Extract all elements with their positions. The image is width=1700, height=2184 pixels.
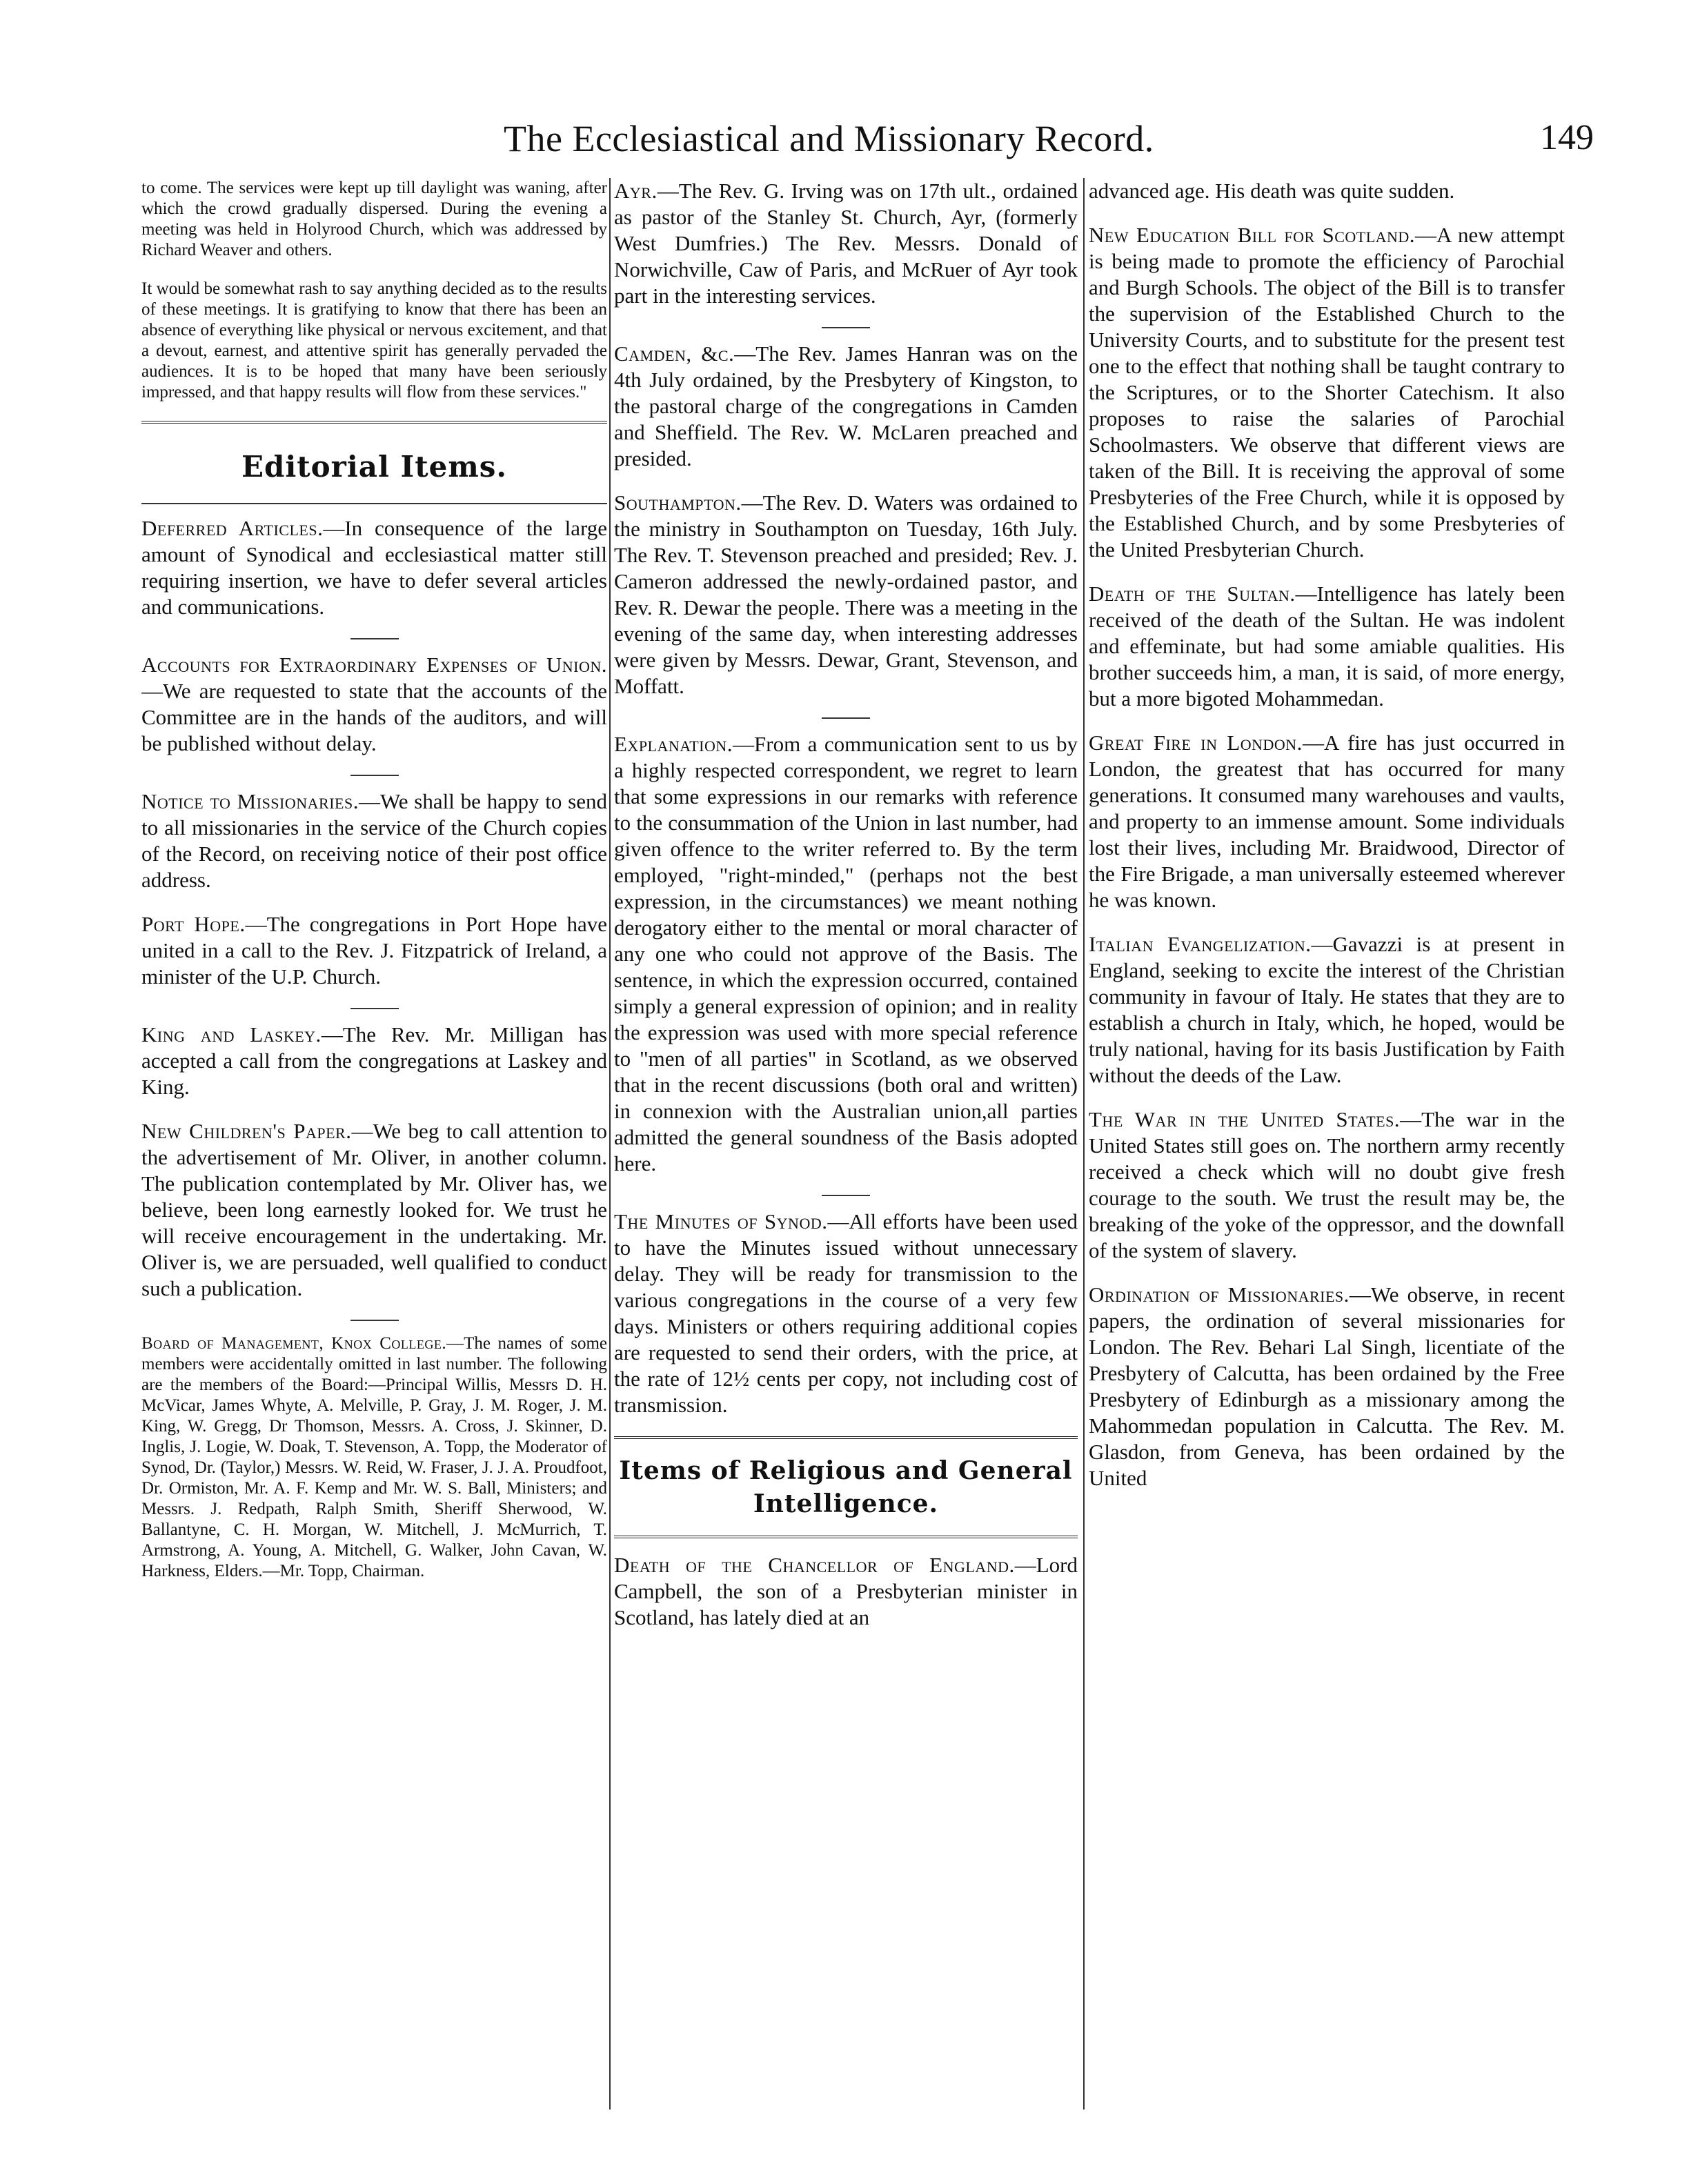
news-item	[614, 178, 1078, 309]
page-number: 149	[1540, 118, 1594, 157]
section-divider	[614, 1436, 1078, 1439]
continued-paragraph: advanced age. His death was quite sudden.	[1089, 179, 1455, 203]
news-item	[141, 515, 607, 620]
item-lead: Notice to Missionaries.	[141, 789, 359, 813]
item-text: —We observe, in recent papers, the ordination of several missionaries for London. The Rev. Behari Lal Singh, licentiate of the Presbytery of Calcutta, has been ordained by the Free Presbytery of Edinburgh as a missionary among the Mahommedan population in Calcutta. The Rev. M. Glasdon, from Geneva, has been ordained by the United	[1089, 1282, 1565, 1490]
item-text: —We shall be happy to send to all missionaries in the service of the Church copies of the Record, on receiving notice of their post office address.	[141, 789, 607, 892]
item-lead: Ordination of Missionaries.	[1089, 1282, 1350, 1307]
item-lead: Deferred Articles.	[141, 516, 324, 540]
item-separator	[350, 1008, 399, 1009]
item-separator	[822, 1195, 870, 1196]
continued-paragraph: It would be somewhat rash to say anything decided as to the results of these meetings. It is gratifying to know that there has been an absence of everything like physical or nervous excitement, and that a devout, earnest, and attentive spirit has generally pervaded the audiences. It is to be hoped that many have been seriously impressed, and that happy results will flow from these services."	[141, 279, 607, 401]
item-separator	[822, 717, 870, 719]
item-text: —From a communication sent to us by a highly respected correspondent, we regret to learn that some expressions in our remarks with reference to the consummation of the Union in last number, had given offence to the writer referred to. By the term employed, "right-minded," (perhaps not the best expression, in the circumstances) we meant nothing derogatory either to the mental or moral character of any one who could not approve of the Basis. The sentence, in which the expression occurred, contained simply a general expression of opinion; and in reality the expression was used with more special reference to "men of all parties" in Scotland, as we observed that in the recent discussions (both oral and written) in connexion with the Australian union,all parties admitted the general soundness of the Basis adopted here.	[614, 732, 1078, 1175]
column-2	[614, 178, 1078, 2109]
news-item	[141, 1118, 607, 1302]
item-lead: Ayr.	[614, 179, 658, 203]
news-item	[141, 1022, 607, 1100]
item-lead: King and Laskey.	[141, 1022, 322, 1046]
news-item	[141, 652, 607, 757]
item-lead: The War in the United States.	[1089, 1107, 1401, 1131]
item-text: —All efforts have been used to have the Minutes issued without unnecessary delay. They will be ready for transmission to the various congregations in the course of a very few days. Ministers or others requiring additional copies are requested to send their orders, with the price, at the rate of 12½ cents per copy, not including cost of transmission.	[614, 1209, 1078, 1417]
item-text: —In consequence of the large amount of Synodical and ecclesiastical matter still requiring insertion, we have to defer several articles and communications.	[141, 516, 607, 619]
item-text: —The congregations in Port Hope have united in a call to the Rev. J. Fitzpatrick of Ireland, a minister of the U.P. Church.	[141, 912, 607, 989]
item-text: —The war in the United States still goes on. The northern army recently received a check which will no doubt give fresh courage to the south. We trust the result may be, the breaking of the yoke of the oppressor, and the downfall of the system of slavery.	[1089, 1107, 1565, 1262]
news-item	[614, 341, 1078, 472]
column-1	[141, 178, 607, 2109]
item-text: —Intelligence has lately been received of the death of the Sultan. He was indolent and effeminate, but had some amiable qualities. His brother succeeds him, a man, it is said, of more energy, but a more bigoted Mohammedan.	[1089, 582, 1565, 711]
item-lead: Camden, &c.	[614, 341, 735, 366]
item-lead: Great Fire in London.	[1089, 731, 1303, 755]
section-divider	[141, 503, 607, 504]
section-heading: Items of Religious and General Intelligence.	[619, 1456, 1073, 1518]
item-text: —We are requested to state that the accounts of the Committee are in the hands of the auditors, and will be published without delay.	[141, 679, 607, 755]
item-text: —Gavazzi is at present in England, seeking to excite the interest of the Christian community in favour of Italy. He states that they are to establish a church in Italy, which, he hoped, would be truly national, having for its basis Justification by Faith without the deeds of the Law.	[1089, 932, 1565, 1087]
item-separator	[350, 1320, 399, 1321]
page-title: The Ecclesiastical and Missionary Record.	[504, 118, 1154, 159]
news-item	[614, 490, 1078, 699]
item-text: —Lord Campbell, the son of a Presbyterian minister in Scotland, has lately died at an	[614, 1553, 1078, 1629]
item-lead: New Education Bill for Scotland.	[1089, 223, 1416, 247]
news-item	[614, 1209, 1078, 1418]
column-rule	[1083, 178, 1085, 2109]
news-item	[1089, 1106, 1565, 1264]
column-3	[1089, 178, 1565, 2109]
news-item	[614, 731, 1078, 1177]
item-lead: Port Hope.	[141, 912, 246, 936]
section-divider	[614, 1536, 1078, 1538]
news-item	[1089, 931, 1565, 1089]
news-item	[1089, 730, 1565, 913]
item-lead: The Minutes of Synod.	[614, 1209, 828, 1233]
item-text: —A fire has just occurred in London, the greatest that has occurred for many generations. It consumed many warehouses and vaults, and property to an immense amount. Some individuals lost their lives, including Mr. Braidwood, Director of the Fire Brigade, a man universally esteemed wherever he was known.	[1089, 731, 1565, 912]
item-text: —A new attempt is being made to promote the efficiency of Parochial and Burgh Schools. The object of the Bill is to transfer the supervision of the Established Church to the University Courts, and to substitute for the present test one to the effect that nothing shall be taught contrary to the Scriptures, or to the Shorter Catechism. It also proposes to raise the salaries of Parochial Schoolmasters. We observe that different views are taken of the Bill. It is receiving the approval of some Presbyteries of the Free Church, while it is opposed by the Established Church, and by some Presbyteries of the United Presbyterian Church.	[1089, 223, 1565, 562]
item-lead: Italian Evangelization.	[1089, 932, 1312, 956]
item-lead: Accounts for Extraordinary Expenses of Union.	[141, 653, 607, 677]
item-lead: Southampton.	[614, 490, 742, 515]
item-text: —The Rev. James Hanran was on the 4th July ordained, by the Presbytery of Kingston, to the pastoral charge of the congregations in Camden and Sheffield. The Rev. W. McLaren preached and presided.	[614, 341, 1078, 470]
item-lead: Board of Management, Knox College.	[141, 1334, 447, 1353]
item-lead: Death of the Sultan.	[1089, 582, 1296, 606]
item-separator	[350, 638, 399, 639]
news-item	[141, 788, 607, 893]
item-text: —The Rev. D. Waters was ordained to the ministry in Southampton on Tuesday, 16th July. The Rev. T. Stevenson preached and presided; Rev. J. Cameron addressed the newly-ordained pastor, and Rev. R. Dewar the people. There was a meeting in the evening of the same day, when interesting addresses were given by Messrs. Dewar, Grant, Stevenson, and Moffatt.	[614, 490, 1078, 698]
news-item	[1089, 222, 1565, 563]
item-text: —The names of some members were accidentally omitted in last number. The following are the members of the Board:—Principal Willis, Messrs D. H. McVicar, James Whyte, A. Melville, P. Gray, J. M. Roger, J. M. King, W. Gregg, Dr Thomson, Messrs. A. Cross, J. Skinner, D. Inglis, J. Logie, W. Doak, T. Stevenson, A. Topp, the Moderator of Synod, Dr. (Taylor,) Messrs. W. Reid, W. Fraser, J. J. A. Proudfoot, Dr. Ormiston, Mr. A. F. Kemp and Mr. W. S. Ball, Ministers; and Messrs. J. Redpath, Ralph Smith, Sheriff Sherwood, W. Ballantyne, C. H. Morgan, W. Mitchell, J. McMurrich, T. Armstrong, A. Young, A. Mitchell, G. Walker, John Cavan, W. Harkness, Elders.—Mr. Topp, Chairman.	[141, 1334, 607, 1580]
section-divider	[141, 421, 607, 424]
item-lead: Explanation.	[614, 732, 733, 756]
item-lead: Death of the Chancellor of England.	[614, 1553, 1015, 1577]
news-item	[1089, 581, 1565, 712]
column-rule	[609, 178, 611, 2109]
item-lead: New Children's Paper.	[141, 1119, 352, 1143]
news-item	[614, 1552, 1078, 1631]
page-header	[138, 117, 1594, 166]
news-item	[141, 1333, 607, 1582]
news-item	[1089, 1282, 1565, 1491]
item-text: —The Rev. Mr. Milligan has accepted a call from the congregations at Laskey and King.	[141, 1022, 607, 1099]
item-separator	[350, 775, 399, 776]
news-item	[141, 911, 607, 990]
section-heading: Editorial Items.	[241, 450, 508, 484]
item-text: —We beg to call attention to the advertisement of Mr. Oliver, in another column. The publication contemplated by Mr. Oliver has, we believe, been long earnestly looked for. We trust he will receive encouragement in the undertaking. Mr. Oliver is, we are persuaded, well qualified to conduct such a publication.	[141, 1119, 607, 1300]
item-list	[141, 515, 607, 1321]
continued-paragraph: to come. The services were kept up till daylight was waning, after which the crowd gradually dispersed. During the evening a meeting was held in Holyrood Church, which was addressed by Richard Weaver and others.	[141, 179, 607, 259]
item-separator	[822, 327, 870, 328]
item-text: —The Rev. G. Irving was on 17th ult., ordained as pastor of the Stanley St. Church, Ayr, (formerly West Dumfries.) The Rev. Messrs. Donald of Norwichville, Caw of Paris, and McRuer of Ayr took part in the interesting services.	[614, 179, 1078, 308]
